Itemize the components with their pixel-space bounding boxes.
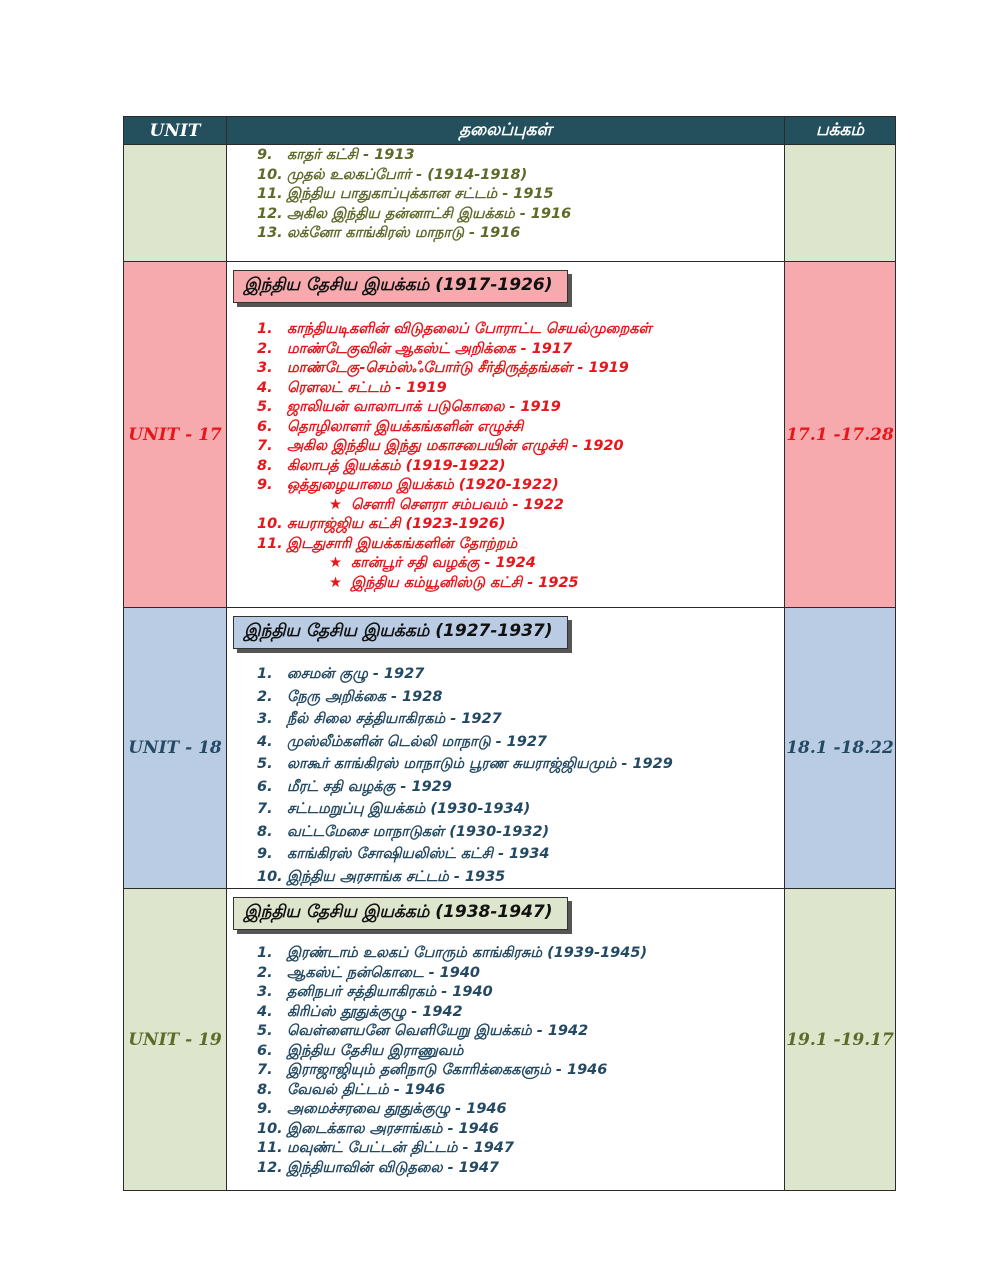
item-text: கான்பூர் சதி வழக்கு - 1924 [351,555,536,571]
item-number: 4. [257,379,273,396]
header-unit: UNIT [124,117,227,145]
item-number: 6. [257,418,273,435]
header-page: பக்கம் [785,117,896,145]
item-text: சட்டமறுப்பு இயக்கம் (1930-1934) [287,801,531,817]
item-text: மாண்டேகுவின் ஆகஸ்ட் அறிக்கை - 1917 [287,340,573,357]
item-text: சௌரி சௌரா சம்பவம் - 1922 [351,496,564,513]
topics-cell [227,889,785,1191]
section-heading: இந்திய தேசிய இயக்கம் (1917-1926) [233,270,568,303]
list-item [257,437,784,457]
list-item [257,379,784,399]
item-text: லாகூர் காங்கிரஸ் மாநாடும் பூரண சுயராஜ்ஜியமும் - 1929 [287,756,673,772]
item-number: 6. [257,1042,273,1059]
list-item [257,663,784,686]
item-text: இந்திய அரசாங்க சட்டம் - 1935 [287,868,506,885]
list-item [257,457,784,477]
list-item [257,821,784,844]
item-text: கிலாபத் இயக்கம் (1919-1922) [287,457,506,474]
list-item [257,340,784,360]
list-item [257,1100,784,1120]
item-number: 9. [257,846,273,862]
item-number: 7. [257,801,273,817]
item-text: சுயராஜ்ஜிய கட்சி (1923-1926) [287,516,506,532]
topics-cell [227,262,785,608]
item-text: சைமன் குழு - 1927 [287,666,425,682]
unit-cell [124,145,227,262]
unit-cell: UNIT - 17 [124,262,227,608]
list-item [257,708,784,731]
list-item [257,843,784,866]
item-number: 6. [257,778,273,795]
topics-cell [227,145,785,262]
page-cell: 19.1 -19.17 [785,889,896,1191]
item-number: 3. [257,711,273,727]
topic-list [227,320,784,593]
item-text: இந்திய கம்யூனிஸ்டு கட்சி - 1925 [351,574,579,591]
list-item [257,1061,784,1081]
item-number: 12. [257,1159,283,1176]
list-item [257,418,784,438]
item-text: மீரட் சதி வழக்கு - 1929 [287,778,452,795]
item-number: 12. [257,205,283,222]
table-row [124,608,896,889]
star-icon: ★ [329,496,342,513]
list-item [257,1120,784,1140]
page-cell [785,145,896,262]
item-number: 11. [257,535,283,552]
item-text: இந்திய பாதுகாப்புக்கான சட்டம் - 1915 [287,186,554,202]
item-number: 3. [257,984,273,1000]
table-row [124,145,896,262]
item-number: 7. [257,438,273,454]
item-text: அமைச்சரவை தூதுக்குழு - 1946 [287,1101,507,1117]
unit-cell: UNIT - 18 [124,608,227,889]
item-text: வெள்ளையனே வெளியேறு இயக்கம் - 1942 [287,1023,589,1039]
page-cell: 17.1 -17.28 [785,262,896,608]
item-number: 10. [257,1120,283,1137]
sub-list-item [257,574,784,594]
list-item [257,1003,784,1023]
list-item [257,185,784,205]
item-text: ஜாலியன் வாலாபாக் படுகொலை - 1919 [287,399,561,415]
item-number: 8. [257,457,273,474]
item-text: காந்தியடிகளின் விடுதலைப் போராட்ட செயல்முறைகள் [287,321,652,337]
topic-list [227,146,784,244]
list-item [257,1022,784,1042]
list-item [257,731,784,754]
item-number: 1. [257,321,273,337]
item-number: 5. [257,756,273,772]
list-item [257,776,784,799]
list-item [257,964,784,984]
header-topics: தலைப்புகள் [227,117,785,145]
item-text: நேரு அறிக்கை - 1928 [287,688,443,705]
item-number: 11. [257,186,283,202]
item-number: 2. [257,964,273,981]
unit-cell: UNIT - 19 [124,889,227,1191]
item-number: 5. [257,399,273,415]
item-number: 11. [257,1140,283,1156]
item-text: தொழிலாளர் இயக்கங்களின் எழுச்சி [287,418,524,435]
list-item [257,1139,784,1159]
item-number: 10. [257,868,283,885]
list-item [257,1159,784,1179]
list-item [257,224,784,244]
list-item [257,398,784,418]
item-number: 4. [257,1003,273,1020]
item-text: இந்தியாவின் விடுதலை - 1947 [287,1159,500,1176]
item-number: 8. [257,1081,273,1098]
item-text: தனிநபர் சத்தியாகிரகம் - 1940 [287,984,493,1000]
item-text: இராஜாஜியும் தனிநாடு கோரிக்கைகளும் - 1946 [287,1062,608,1078]
item-number: 9. [257,477,273,493]
list-item [257,476,784,496]
list-item [257,205,784,225]
star-icon: ★ [329,555,342,571]
item-number: 2. [257,688,273,705]
list-item [257,1042,784,1062]
contents-table [123,116,896,1191]
item-text: அகில இந்திய தன்னாட்சி இயக்கம் - 1916 [287,205,572,222]
sub-list-item [257,496,784,516]
section-heading: இந்திய தேசிய இயக்கம் (1938-1947) [233,897,568,930]
topics-cell [227,608,785,889]
table-row [124,889,896,1191]
list-item [257,866,784,889]
item-text: காதர் கட்சி - 1913 [287,147,415,163]
topic-list [227,663,784,888]
item-text: இடைக்கால அரசாங்கம் - 1946 [287,1120,499,1137]
list-item [257,359,784,379]
item-text: ஒத்துழையாமை இயக்கம் (1920-1922) [287,477,559,493]
item-text: கிரிப்ஸ் தூதுக்குழு - 1942 [287,1003,463,1020]
item-text: லக்னோ காங்கிரஸ் மாநாடு - 1916 [287,225,521,241]
item-number: 9. [257,147,273,163]
item-text: காங்கிரஸ் சோஷியலிஸ்ட் கட்சி - 1934 [287,846,550,862]
item-text: முஸ்லீம்களின் டெல்லி மாநாடு - 1927 [287,733,548,750]
item-text: இரண்டாம் உலகப் போரும் காங்கிரசும் (1939-1945) [287,945,648,961]
list-item [257,535,784,555]
table-row [124,262,896,608]
page-cell: 18.1 -18.22 [785,608,896,889]
item-number: 1. [257,945,273,961]
sub-list-item [257,554,784,574]
list-item [257,515,784,535]
item-number: 7. [257,1062,273,1078]
item-text: முதல் உலகப்போர் - (1914-1918) [287,166,528,183]
item-number: 8. [257,823,273,840]
item-number: 13. [257,225,283,241]
topic-list [227,944,784,1178]
item-number: 4. [257,733,273,750]
item-text: வேவல் திட்டம் - 1946 [287,1081,446,1098]
item-text: ஆகஸ்ட் நன்கொடை - 1940 [287,964,481,981]
item-text: மவுண்ட் பேட்டன் திட்டம் - 1947 [287,1140,514,1156]
list-item [257,166,784,186]
star-icon: ★ [329,574,342,591]
section-heading: இந்திய தேசிய இயக்கம் (1927-1937) [233,616,568,649]
item-number: 2. [257,340,273,357]
item-number: 9. [257,1101,273,1117]
item-number: 1. [257,666,273,682]
item-text: இடதுசாரி இயக்கங்களின் தோற்றம் [287,535,518,552]
item-text: இந்திய தேசிய இராணுவம் [287,1042,464,1059]
list-item [257,146,784,166]
list-item [257,944,784,964]
list-item [257,798,784,821]
item-number: 10. [257,166,283,183]
list-item [257,1081,784,1101]
list-item [257,686,784,709]
item-text: ரௌலட் சட்டம் - 1919 [287,379,447,396]
item-text: வட்டமேசை மாநாடுகள் (1930-1932) [287,823,550,840]
item-text: நீல் சிலை சத்தியாகிரகம் - 1927 [287,711,502,727]
item-number: 10. [257,516,283,532]
list-item [257,753,784,776]
item-number: 5. [257,1023,273,1039]
item-number: 3. [257,360,273,376]
item-text: மாண்டேகு-செம்ஸ்ஃபோர்டு சீர்திருத்தங்கள் - 1919 [287,360,629,376]
list-item [257,983,784,1003]
list-item [257,320,784,340]
item-text: அகில இந்திய இந்து மகாசபையின் எழுச்சி - 1920 [287,438,624,454]
